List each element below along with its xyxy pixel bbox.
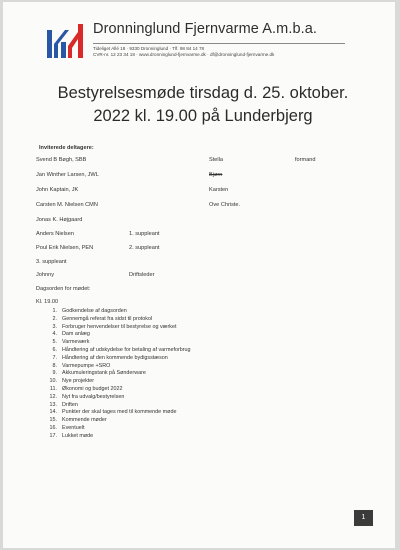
invitee-role: Driftsleder bbox=[129, 272, 155, 278]
invitee-name: John Kaptain, JK bbox=[36, 187, 79, 193]
company-logo bbox=[47, 24, 83, 58]
agenda-item: 17. Lukket møde bbox=[49, 432, 94, 439]
invitee-role: 1. suppleant bbox=[129, 231, 160, 237]
agenda-item: 16. Eventuelt bbox=[49, 424, 85, 431]
invitee-role: Stella bbox=[209, 157, 223, 163]
invited-heading: Inviterede deltagere: bbox=[39, 145, 94, 151]
agenda-item: 13. Driften bbox=[49, 401, 78, 408]
meeting-time: Kl. 19.00 bbox=[36, 299, 59, 305]
agenda-item: 11. Økonomi og budget 2022 bbox=[49, 385, 123, 392]
invitee-name: Anders Nielsen bbox=[36, 231, 74, 237]
agenda-item: 8. Varmepumpe +SRO bbox=[52, 362, 111, 369]
agenda-item: 15. Kommende møder bbox=[49, 417, 107, 424]
agenda-list bbox=[41, 308, 191, 441]
invitee-name: Svend B Bøgh, SBB bbox=[36, 157, 87, 163]
document-page bbox=[3, 2, 395, 548]
agenda-item: 9. Akkumuleringstank på Sønderware bbox=[52, 370, 146, 377]
address-line: Tideliget Allé 18 · 9330 Dronninglund · Tlf. 98 84 14 78 bbox=[93, 46, 205, 51]
invitee-name: Johnny bbox=[36, 272, 55, 278]
invitee-name: Poul Erik Nielsen, PEN bbox=[36, 245, 94, 251]
agenda-heading: Dagsorden for mødet: bbox=[36, 286, 91, 292]
agenda-item: 2. Gennemgå referat fra sidst til protokol bbox=[52, 315, 153, 322]
meeting-title-line-2: 2022 kl. 19.00 på Lunderbjerg bbox=[93, 107, 313, 125]
invitee-role: Ove Christe. bbox=[209, 202, 241, 208]
header-divider bbox=[93, 43, 345, 44]
page-number: 1 bbox=[354, 510, 373, 526]
agenda-item: 7. Håndtering af den kommende bydigsstæson bbox=[52, 354, 168, 361]
invitee-note: formand bbox=[295, 157, 316, 163]
contact-line: CVR-nr. 12 23 34 18 · www.dronninglund-fjernvarme.dk · df@dronninglund-fjernvarme.dk bbox=[93, 52, 275, 57]
agenda-item: 6. Håndtering af udskydelse for betaling af varmeforbrug bbox=[52, 346, 191, 353]
agenda-item: 14. Punkter der skal tages med til kommende møde bbox=[49, 409, 177, 416]
meeting-title-line-1: Bestyrelsesmøde tirsdag d. 25. oktober. bbox=[57, 84, 349, 102]
agenda-item: 5. Varmeværk bbox=[52, 339, 90, 346]
agenda-item: 1. Godkendelse af dagsorden bbox=[52, 308, 127, 314]
invitee-role: Karsten bbox=[209, 187, 229, 193]
invitee-role: Bjørn bbox=[209, 172, 223, 178]
agenda-item: 10. Nye projekter bbox=[49, 378, 95, 385]
invitee-name: Jonas K. Højgaard bbox=[36, 217, 83, 223]
invitee-name: 3. suppleant bbox=[36, 259, 67, 265]
invitee-name: Carsten M. Nielsen CMN bbox=[36, 202, 98, 208]
invitee-role: 2. suppleant bbox=[129, 245, 160, 251]
invitee-name: Jan Winther Larsen, JWL bbox=[36, 172, 99, 178]
agenda-item: 12. Nyt fra udvalg/bestyrelsen bbox=[49, 393, 125, 400]
organization-name: Dronninglund Fjernvarme A.m.b.a. bbox=[93, 21, 318, 37]
agenda-item: 4. Dam anlæg bbox=[52, 331, 90, 338]
agenda-item: 3. Forbruger henvendelser til bestyrelse og værket bbox=[52, 323, 177, 330]
